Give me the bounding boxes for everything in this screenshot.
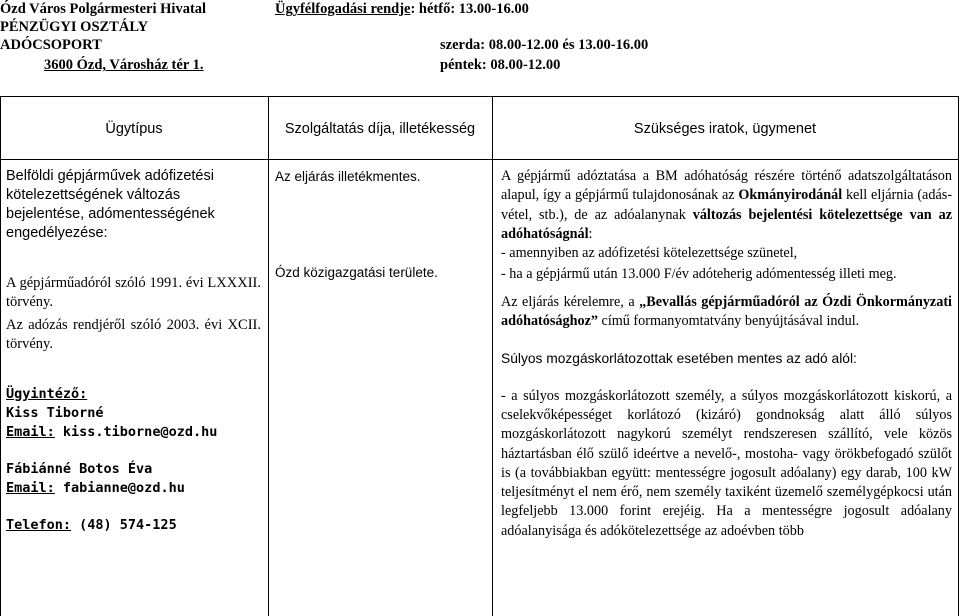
form-text-c: című formanyomtatvány benyújtásával indul. — [597, 313, 860, 330]
phone-number: (48) 574-125 — [71, 517, 177, 533]
contact-block — [6, 385, 261, 535]
law-reference-1: A gépjárműadóról szóló 1991. évi LXXXII. törvény. — [6, 275, 261, 310]
office-hours-monday — [275, 0, 529, 19]
group-name: ADÓCSOPORT — [0, 37, 102, 53]
contact1-email[interactable]: kiss.tiborne@ozd.hu — [54, 424, 218, 440]
column-divider-2 — [492, 96, 493, 616]
procedure-paragraph — [501, 167, 952, 244]
office-hours-friday: péntek: 08.00-12.00 — [440, 57, 561, 73]
phone-label: Telefon: — [6, 517, 72, 533]
documents-cell — [501, 167, 952, 541]
office-hours-label: Ügyfélfogadási rendje — [275, 1, 411, 17]
form-paragraph — [501, 293, 952, 332]
table-top-border — [0, 96, 959, 97]
contact1-name: Kiss Tiborné — [6, 405, 104, 421]
contact2-email-line — [6, 479, 261, 498]
table-right-border — [958, 96, 959, 616]
office-name: Ózd Város Polgármesteri Hivatal — [0, 1, 207, 17]
procedure-text-c: kell eljárnia (adás-vétel, stb.), de az adóalanynak — [501, 187, 952, 223]
column-divider-1 — [268, 96, 269, 616]
contact1-email-label: Email: — [6, 424, 55, 440]
office-hours-wednesday: szerda: 08.00-12.00 és 13.00-16.00 — [440, 37, 649, 53]
office-hours-monday-text: : hétfő: 13.00-16.00 — [410, 1, 529, 17]
condition-item-1: - amennyiben az adófizetési kötelezettsége szünetel, — [501, 245, 798, 262]
form-text-a: Az eljárás kérelemre, a — [501, 293, 640, 310]
column-header-fee: Szolgáltatás díja, illetékesség — [284, 121, 476, 137]
table-left-border — [0, 96, 1, 616]
contact1-email-line — [6, 423, 261, 442]
phone-line — [6, 516, 261, 535]
case-type-cell — [6, 167, 261, 535]
law-reference-2: Az adózás rendjéről szóló 2003. évi XCII. törvény. — [6, 317, 261, 352]
column-header-documents: Szükséges iratok, ügymenet — [633, 121, 817, 137]
procedure-text-a: A gépjármű adóztatása a BM adóhatóság részére történő adatszolgáltatáson alapul, így a gépjármű tulajdonosának az — [501, 168, 952, 204]
procedure-text-e: : — [588, 225, 593, 242]
contact2-name: Fábiánné Botos Éva — [6, 461, 153, 477]
fee-text: Az eljárás illetékmentes. — [275, 169, 421, 184]
column-header-case-type: Ügytípus — [105, 121, 163, 137]
office-address: 3600 Ózd, Városház tér 1. — [44, 57, 204, 73]
contact-label: Ügyintéző: — [6, 386, 88, 402]
condition-item-2: - ha a gépjármű után 13.000 F/év adóteherig adómentesség illeti meg. — [501, 266, 897, 283]
case-title: Belföldi gépjárművek adófizetési kötelezettségének változás bejelentése, adómentességének engedélyezése: — [6, 168, 215, 241]
contact2-email-label: Email: — [6, 480, 55, 496]
contact2-email[interactable]: fabianne@ozd.hu — [54, 480, 185, 496]
disability-heading: Súlyos mozgáskorlátozottak esetében mentes az adó alól: — [501, 351, 857, 367]
fee-cell — [275, 167, 487, 282]
department-name: PÉNZÜGYI OSZTÁLY — [0, 19, 149, 35]
procedure-obligation: változás bejelentési kötelezettsége van az adóhatóságnál — [501, 206, 952, 242]
disability-exemption-text: - a súlyos mozgáskorlátozott személy, a súlyos mozgáskorlátozott kiskorú, a cselekvőképességet korlátozó (kizáró) gondnokság alatt álló súlyos mozgáskorlátozott nagykorú személyt rendszeresen szállító, vele közös háztartásban élő szülő ideértve a nevelő-, mostoha- vagy örökbefogadó szülőt is (a továbbiakban együtt: mentességre jogosult adóalany) egy darab, 100 kW teljesítményt el nem érő, nem személy taxiként üzemelő személygépkocsi után legfeljebb 13.000 forint erejéig. Ha a mentességre jogosult adóalany adóalanyisága és adókötelezettsége az adoévben több — [501, 387, 952, 539]
jurisdiction-text: Ózd közigazgatási területe. — [275, 265, 438, 280]
procedure-office: Okmányirodánál — [738, 187, 843, 204]
header-row-divider — [0, 159, 959, 160]
form-name: „Bevallás gépjárműadóról az Ózdi Önkormányzati adóhatósághoz” — [501, 293, 952, 330]
